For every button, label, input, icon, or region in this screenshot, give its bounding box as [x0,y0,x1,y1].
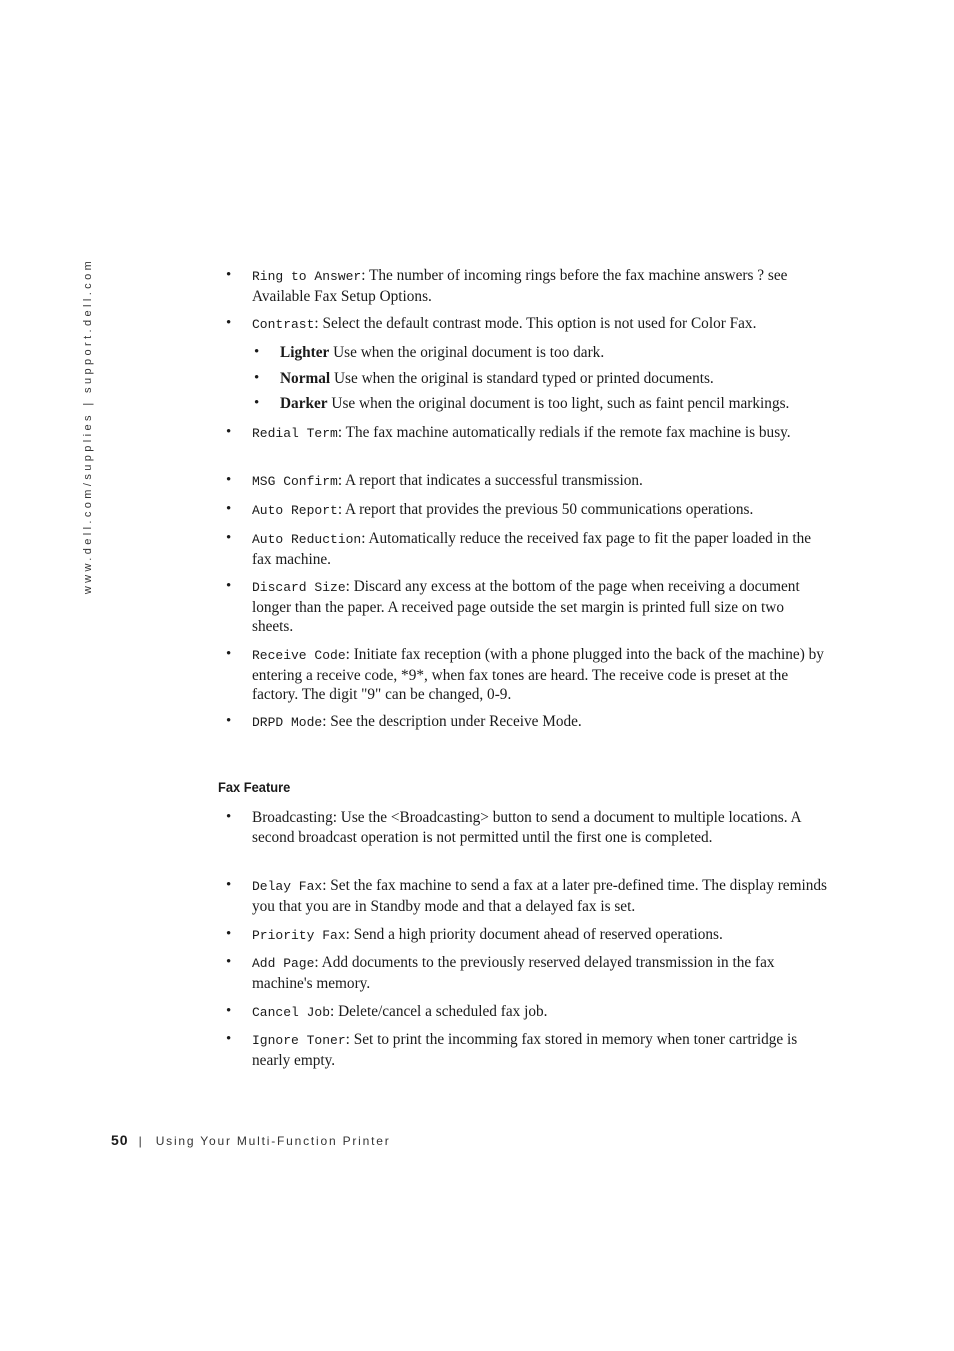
bullet: • [226,809,232,825]
bullet: • [226,1031,232,1047]
setting-term: MSG Confirm [252,474,338,489]
list-item-ring-to-answer [226,266,827,306]
setting-description: : The fax machine automatically redials if the remote fax machine is busy. [337,424,791,441]
page-number: 50 [111,1132,129,1148]
footer-separator: | [138,1134,142,1148]
setting-term: Ring to Answer [252,269,362,284]
setting-description: : A report that provides the previous 50 communications operations. [337,501,754,518]
bullet: • [226,646,232,662]
bullet: • [226,267,232,283]
feature-term: Ignore Toner [252,1033,346,1048]
setting-term: Redial Term [252,426,338,441]
bullet: • [254,395,260,411]
bullet: • [226,877,232,893]
bullet: • [226,315,232,331]
list-item-auto-reduction [226,529,827,569]
list-item-contrast [226,314,827,335]
list-item-add-page [226,953,827,993]
feature-description: : Set to print the incomming fax stored in memory when toner cartridge is nearly empty. [252,1031,798,1069]
bullet: • [226,530,232,546]
footer-title: Using Your Multi-Function Printer [155,1134,391,1148]
option-description: Use when the original is standard typed or printed documents. [330,370,714,387]
bullet: • [226,954,232,970]
list-item-cancel-job [226,1002,827,1023]
list-item-redial-term [226,423,827,444]
list-item-priority-fax [226,925,827,946]
setting-description: : See the description under Receive Mode. [322,713,582,730]
list-item-discard-size [226,577,827,637]
sub-item-lighter [254,343,830,363]
list-item-auto-report [226,500,827,521]
feature-description: : Send a high priority document ahead of reserved operations. [345,926,723,943]
bullet: • [254,344,260,360]
sub-item-darker [254,394,830,414]
setting-description: : Select the default contrast mode. This option is not used for Color Fax. [314,315,757,332]
bullet: • [226,713,232,729]
setting-description: : The number of incoming rings before the fax machine answers ? see Available Fax Setup Options. [252,267,788,305]
bullet: • [226,424,232,440]
option-label: Normal [280,370,331,387]
bullet: • [226,1003,232,1019]
list-item-ignore-toner [226,1030,827,1070]
bullet: • [254,370,260,386]
bullet: • [226,578,232,594]
setting-description: : A report that indicates a successful transmission. [337,472,643,489]
bullet: • [226,501,232,517]
page-footer [111,1132,391,1150]
setting-term: Auto Report [252,503,338,518]
setting-description: : Automatically reduce the received fax page to fit the paper loaded in the fax machine. [252,530,812,568]
feature-description: : Delete/cancel a scheduled fax job. [330,1003,548,1020]
setting-term: Auto Reduction [252,532,362,547]
feature-description: : Add documents to the previously reserved delayed transmission in the fax machine's memory. [252,954,775,992]
feature-term: Delay Fax [252,879,323,894]
list-item-delay-fax [226,876,827,916]
setting-term: DRPD Mode [252,715,323,730]
setting-term: Discard Size [252,580,346,595]
setting-description: : Initiate fax reception (with a phone plugged into the back of the machine) by entering a receive code, *9*, when fax tones are heard. The receive code is preset at the factory. The digit "9" can be changed, 0-9. [252,646,824,703]
setting-description: : Discard any excess at the bottom of the page when receiving a document longer than the paper. A received page outside the set margin is printed full size on two sheets. [252,578,800,635]
bullet: • [226,926,232,942]
list-item-receive-code [226,645,827,705]
feature-description: Broadcasting: Use the <Broadcasting> button to send a document to multiple locations. A second broadcast operation is not permitted until the first one is completed. [252,809,801,846]
option-label: Lighter [280,344,330,361]
setting-term: Contrast [252,317,315,332]
option-description: Use when the original document is too light, such as faint pencil markings. [327,395,790,412]
section-heading-fax-feature: Fax Feature [218,779,291,795]
feature-term: Add Page [252,956,315,971]
bullet: • [226,472,232,488]
option-label: Darker [280,395,328,412]
feature-term: Priority Fax [252,928,346,943]
setting-term: Receive Code [252,648,346,663]
list-item-drpd-mode [226,712,827,733]
option-description: Use when the original document is too dark. [329,344,605,361]
sub-item-normal [254,369,830,389]
list-item-broadcasting [226,808,827,847]
list-item-msg-confirm [226,471,827,492]
feature-term: Cancel Job [252,1005,331,1020]
feature-description: : Set the fax machine to send a fax at a later pre-defined time. The display reminds you that you are in Standby mode and that a delayed fax is set. [252,877,827,915]
sidebar-url-text: www.dell.com/supplies | support.dell.com [82,257,94,595]
